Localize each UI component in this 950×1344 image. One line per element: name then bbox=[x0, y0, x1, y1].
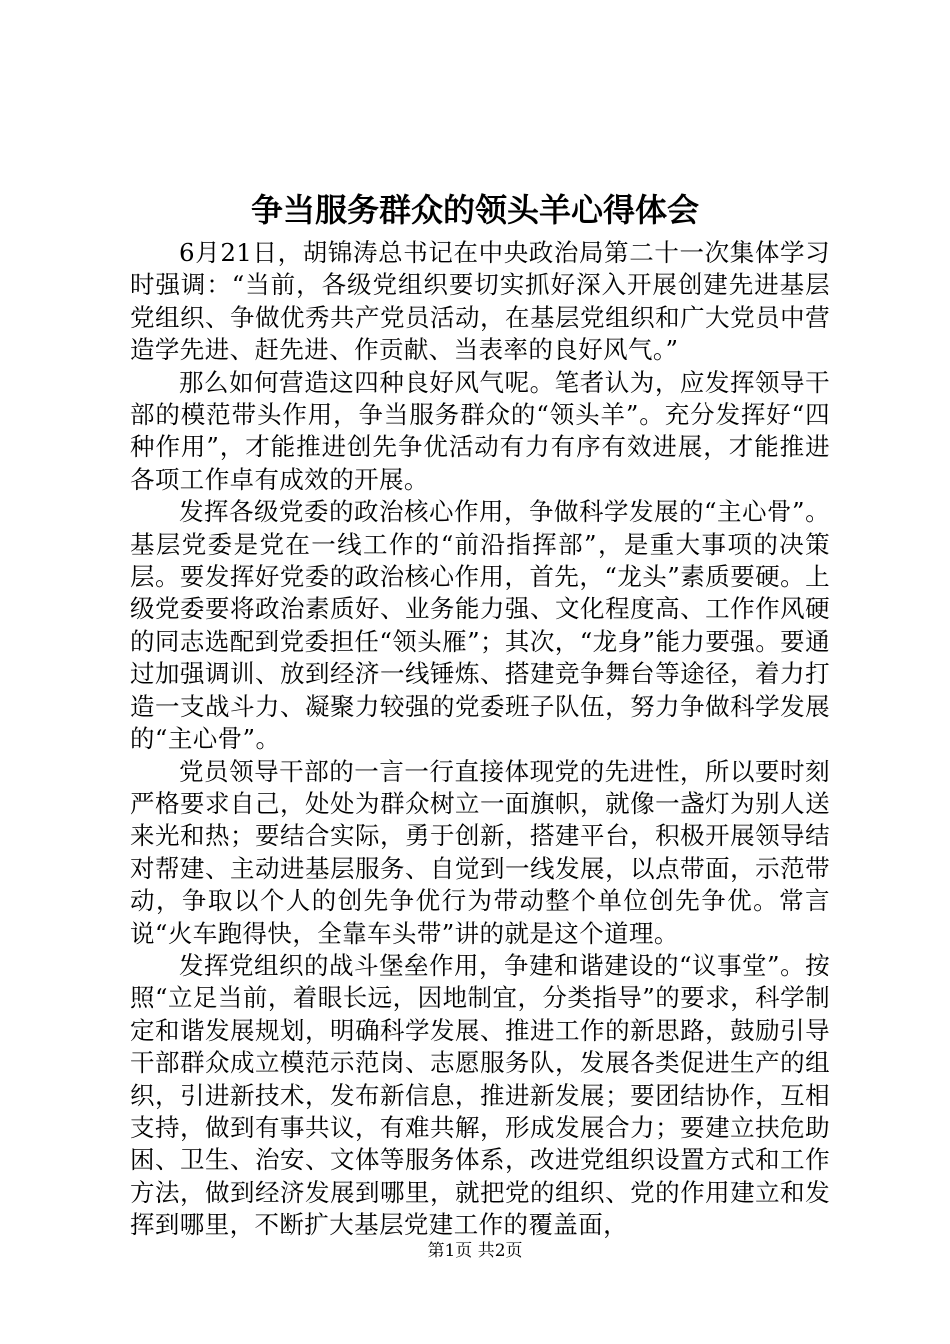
paragraph-3: 发挥各级党委的政治核心作用，争做科学发展的“主心骨”。基层党委是党在一线工作的“前沿指挥部”，是重大事项的决策层。要发挥好党委的政治核心作用，首先，“龙头”素质要硬。上级党委要将政治素质好、业务能力强、文化程度高、工作作风硬的同志选配到党委担任“领头雁”；其次，“龙身”能力要强。要通过加强调训、放到经济一线锤炼、搭建竞争舞台等途径，着力打造一支战斗力、凝聚力较强的党委班子队伍，努力争做科学发展的“主心骨”。 bbox=[130, 497, 830, 754]
paragraph-4: 党员领导干部的一言一行直接体现党的先进性，所以要时刻严格要求自己，处处为群众树立一面旗帜，就像一盏灯为别人送来光和热；要结合实际，勇于创新，搭建平台，积极开展领导结对帮建、主动进基层服务、自觉到一线发展，以点带面，示范带动，争取以个人的创先争优行为带动整个单位创先争优。常言说“火车跑得快，全靠车头带”讲的就是这个道理。 bbox=[130, 756, 830, 948]
document-body bbox=[130, 237, 830, 1242]
paragraph-5: 发挥党组织的战斗堡垒作用，争建和谐建设的“议事堂”。按照“立足当前，着眼长远，因地制宜，分类指导”的要求，科学制定和谐发展规划，明确科学发展、推进工作的新思路，鼓励引导干部群众成立模范示范岗、志愿服务队，发展各类促进生产的组织，引进新技术，发布新信息，推进新发展；要团结协作，互相支持，做到有事共议，有难共解，形成发展合力；要建立扶危助困、卫生、治安、文体等服务体系，改进党组织设置方式和工作方法，做到经济发展到哪里，就把党的组织、党的作用建立和发挥到哪里，不断扩大基层党建工作的覆盖面， bbox=[130, 950, 830, 1240]
paragraph-2: 那么如何营造这四种良好风气呢。笔者认为，应发挥领导干部的模范带头作用，争当服务群众的“领头羊”。充分发挥好“四种作用”，才能推进创先争优活动有力有序有效进展，才能推进各项工作卓有成效的开展。 bbox=[130, 367, 830, 494]
document-title: 争当服务群众的领头羊心得体会 bbox=[250, 191, 699, 229]
page-number-footer: 第1页 共2页 bbox=[427, 1241, 523, 1261]
paragraph-1: 6月21日，胡锦涛总书记在中央政治局第二十一次集体学习时强调：“当前，各级党组织要切实抓好深入开展创建先进基层党组织、争做优秀共产党员活动，在基层党组织和广大党员中营造学先进、赶先进、作贡献、当表率的良好风气。” bbox=[130, 238, 830, 365]
